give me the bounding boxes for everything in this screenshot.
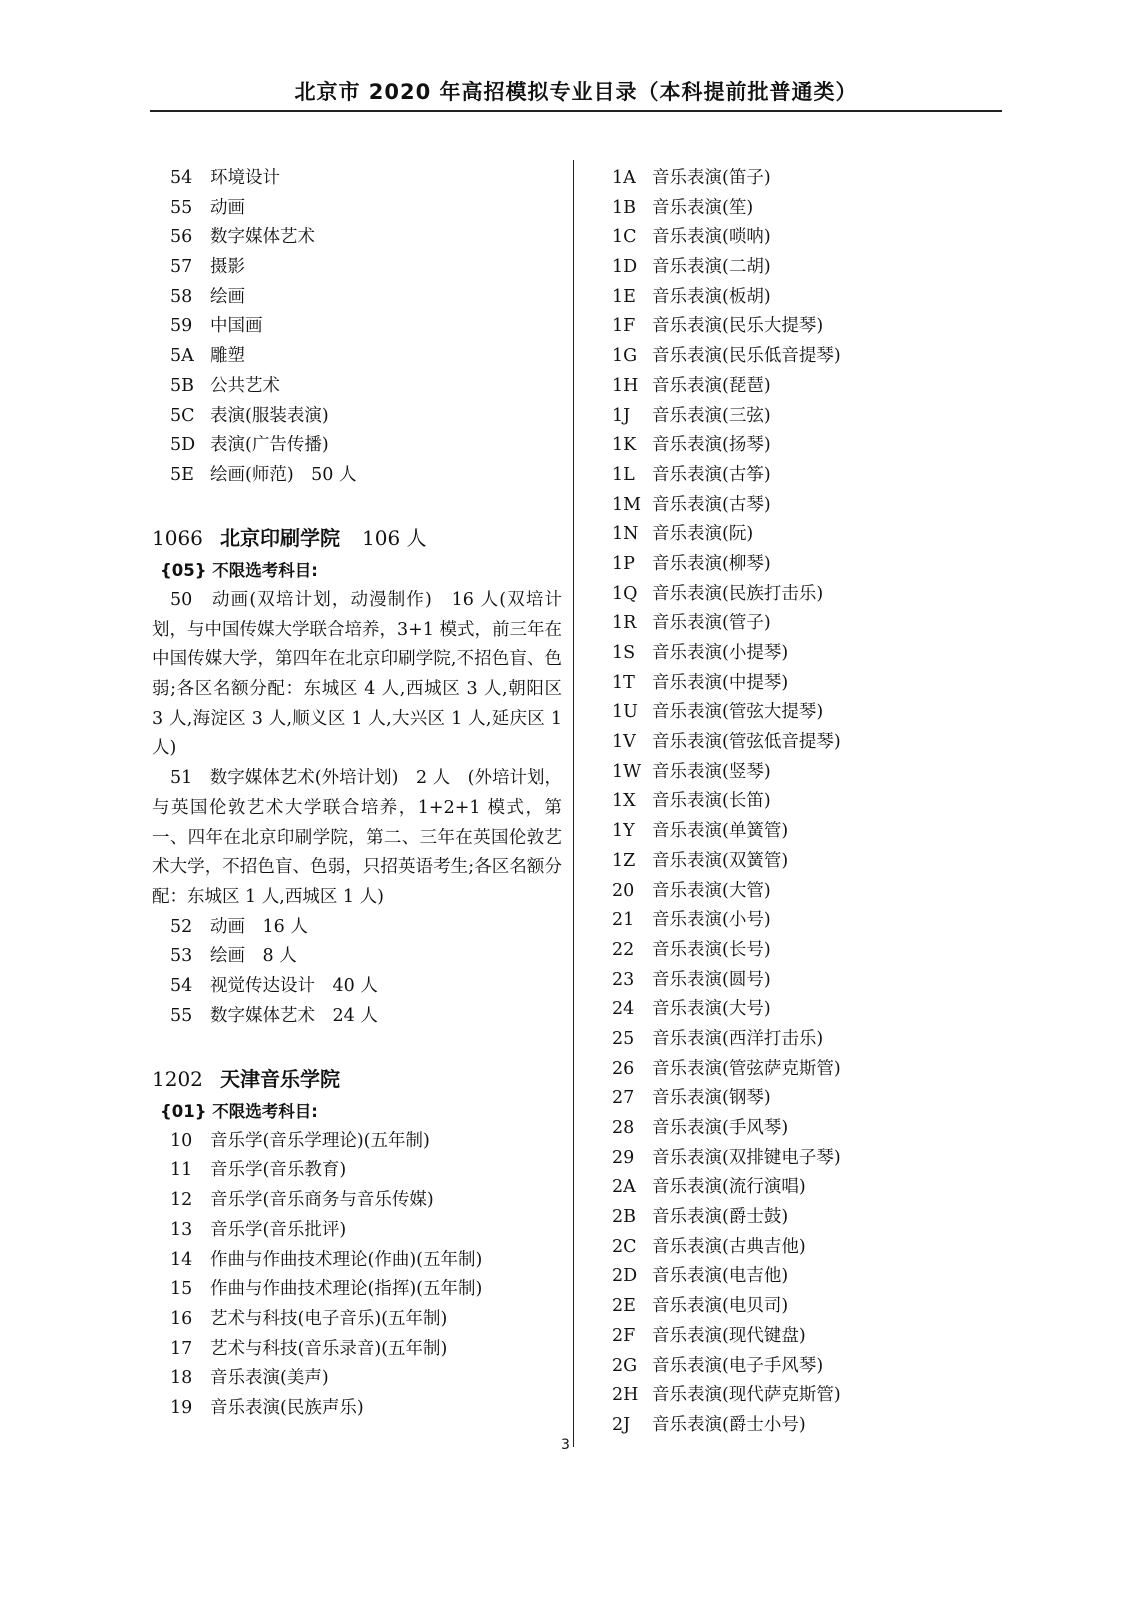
major-row xyxy=(612,1173,992,1203)
major-name: 音乐表演(小提琴) xyxy=(652,643,789,663)
major-row xyxy=(152,402,562,432)
major-list-right xyxy=(612,164,992,1441)
major-code: 16 xyxy=(170,1308,193,1329)
major-code: 1Z xyxy=(612,850,636,871)
major-code: 2A xyxy=(612,1177,636,1198)
major-name: 音乐表演(古典吉他) xyxy=(652,1236,806,1257)
institution-heading-1066 xyxy=(152,520,562,556)
major-name: 音乐表演(竖琴) xyxy=(652,761,771,782)
major-row xyxy=(612,787,992,817)
major-name: 作曲与作曲技术理论(作曲)(五年制) xyxy=(210,1249,483,1270)
major-name: 音乐表演(管弦大提琴) xyxy=(652,702,824,723)
major-code: 2E xyxy=(612,1296,636,1317)
major-row xyxy=(612,1144,992,1174)
major-row xyxy=(612,698,992,728)
major-row xyxy=(612,1292,992,1322)
major-row xyxy=(612,312,992,342)
major-name: 音乐表演(管子) xyxy=(652,613,771,634)
major-paragraph-50: 50 动画(双培计划，动漫制作) 16 人(双培计划，与中国传媒大学联合培养，3+1 模式，前三年在中国传媒大学，第四年在北京印刷学院,不招色盲、色弱;各区名额分配：东城区 4 人,西城区 3 人,朝阳区 3 人,海淀区 3 人,顺义区 1 人,大兴区 1 人,延庆区 1 人) xyxy=(152,589,562,759)
major-paragraph-51: 51 数字媒体艺术(外培计划) 2 人 (外培计划，与英国伦敦艺术大学联合培养，1+2+1 模式，第一、四年在北京印刷学院，第二、三年在英国伦敦艺术大学，不招色盲、色弱，只招英语考生;各区名额分配：东城区 1 人,西城区 1 人) xyxy=(152,768,562,907)
major-name: 音乐表演(美声) xyxy=(210,1368,329,1389)
major-name: 绘画 xyxy=(210,286,245,307)
major-code: 23 xyxy=(612,969,635,990)
major-list-3 xyxy=(152,1127,562,1424)
major-code: 27 xyxy=(612,1088,635,1109)
major-code: 2F xyxy=(612,1325,636,1346)
major-name: 环境设计 xyxy=(210,168,280,188)
major-name: 音乐表演(管弦萨克斯管) xyxy=(652,1058,841,1079)
major-name: 音乐表演(手风琴) xyxy=(652,1118,789,1138)
subject-group-label: {05} 不限选考科目: xyxy=(160,561,318,581)
major-code: 1F xyxy=(612,316,636,337)
major-code: 54 xyxy=(170,168,193,188)
major-code: 53 xyxy=(170,946,193,967)
major-row xyxy=(152,461,562,491)
major-code: 52 xyxy=(170,916,193,937)
major-code: 1R xyxy=(612,613,637,634)
institution-name: 天津音乐学院 xyxy=(220,1067,340,1092)
major-name: 音乐表演(柳琴) xyxy=(652,553,771,574)
major-name: 表演(服装表演) xyxy=(210,405,329,426)
major-row xyxy=(612,461,992,491)
major-row xyxy=(612,253,992,283)
major-row xyxy=(612,847,992,877)
major-row xyxy=(612,372,992,402)
institution-name: 北京印刷学院 xyxy=(220,526,340,551)
major-row xyxy=(612,1352,992,1382)
major-name: 音乐学(音乐批评) xyxy=(210,1219,347,1240)
subject-group-label: {01} 不限选考科目: xyxy=(160,1102,318,1122)
page-header-title: 北京市 2020 年高招模拟专业目录（本科提前批普通类） xyxy=(294,80,858,104)
major-name: 音乐表演(唢呐) xyxy=(652,227,771,248)
major-row xyxy=(612,283,992,313)
major-name: 音乐表演(笛子) xyxy=(652,168,771,188)
major-row xyxy=(612,966,992,996)
major-name: 音乐表演(现代键盘) xyxy=(652,1325,806,1346)
major-row xyxy=(152,1127,562,1157)
major-name: 音乐表演(电贝司) xyxy=(652,1296,789,1317)
major-name: 音乐表演(古琴) xyxy=(652,494,771,515)
major-name: 音乐表演(双簧管) xyxy=(652,850,789,871)
major-name: 音乐表演(民族打击乐) xyxy=(652,583,824,604)
major-row xyxy=(612,1262,992,1292)
institution-heading-1202 xyxy=(152,1061,562,1097)
major-code: 24 xyxy=(612,999,635,1020)
major-name: 音乐表演(琵琶) xyxy=(652,375,771,396)
major-name: 音乐表演(古筝) xyxy=(652,464,771,485)
major-row xyxy=(152,913,562,943)
major-row xyxy=(152,1216,562,1246)
major-row xyxy=(612,758,992,788)
major-name: 音乐表演(长号) xyxy=(652,939,771,960)
major-name: 音乐表演(单簧管) xyxy=(652,821,789,842)
major-code: 1P xyxy=(612,553,635,574)
major-name: 绘画(师范) 50 人 xyxy=(210,464,357,485)
major-code: 1L xyxy=(612,464,635,485)
header-rule xyxy=(150,110,1002,112)
major-name: 艺术与科技(电子音乐)(五年制) xyxy=(210,1308,448,1329)
major-row xyxy=(612,1025,992,1055)
major-row xyxy=(612,1114,992,1144)
major-row xyxy=(612,1055,992,1085)
major-code: 2D xyxy=(612,1266,638,1287)
major-code: 21 xyxy=(612,910,635,931)
right-column xyxy=(612,164,992,1441)
major-code: 14 xyxy=(170,1249,193,1270)
major-code: 5A xyxy=(170,346,194,367)
major-name: 音乐表演(大号) xyxy=(652,999,771,1020)
major-code: 25 xyxy=(612,1028,635,1049)
major-code: 2C xyxy=(612,1236,637,1257)
major-code: 56 xyxy=(170,227,193,248)
major-row xyxy=(152,1186,562,1216)
major-name: 音乐表演(长笛) xyxy=(652,791,771,812)
major-name: 音乐表演(三弦) xyxy=(652,405,771,426)
major-code: 13 xyxy=(170,1219,193,1240)
major-name: 音乐表演(笙) xyxy=(652,197,754,218)
major-name: 数字媒体艺术 24 人 xyxy=(210,1005,378,1026)
major-row xyxy=(612,906,992,936)
major-code: 26 xyxy=(612,1058,635,1079)
major-code: 20 xyxy=(612,880,635,901)
major-name: 音乐表演(钢琴) xyxy=(652,1088,771,1109)
major-name: 音乐表演(民乐低音提琴) xyxy=(652,346,841,367)
major-row xyxy=(152,1305,562,1335)
major-code: 2B xyxy=(612,1207,636,1228)
major-code: 1Q xyxy=(612,583,638,604)
major-row xyxy=(612,223,992,253)
major-name: 作曲与作曲技术理论(指挥)(五年制) xyxy=(210,1279,483,1300)
major-row xyxy=(152,1156,562,1186)
major-name: 中国画 xyxy=(210,316,263,337)
major-row xyxy=(612,728,992,758)
major-row xyxy=(612,1322,992,1352)
major-row xyxy=(152,164,562,194)
major-row xyxy=(152,194,562,224)
column-divider xyxy=(573,160,574,1447)
major-code: 1M xyxy=(612,494,642,515)
major-name: 音乐表演(板胡) xyxy=(652,286,771,307)
spacer xyxy=(152,1031,562,1061)
major-list-2 xyxy=(152,913,562,1032)
major-row xyxy=(612,669,992,699)
major-code: 2H xyxy=(612,1385,639,1406)
major-name: 动画 16 人 xyxy=(210,916,308,937)
major-name: 音乐表演(民乐大提琴) xyxy=(652,316,824,337)
major-name: 音乐表演(现代萨克斯管) xyxy=(652,1385,841,1406)
major-name: 音乐学(音乐商务与音乐传媒) xyxy=(210,1190,434,1211)
major-code: 58 xyxy=(170,286,193,307)
major-name: 音乐表演(电吉他) xyxy=(652,1266,789,1287)
major-name: 音乐表演(中提琴) xyxy=(652,672,789,693)
major-code: 1V xyxy=(612,732,636,753)
major-code: 22 xyxy=(612,939,635,960)
major-row xyxy=(612,402,992,432)
major-code: 11 xyxy=(170,1160,193,1181)
major-row xyxy=(612,194,992,224)
major-row xyxy=(152,1246,562,1276)
major-code: 59 xyxy=(170,316,193,337)
major-row xyxy=(612,817,992,847)
major-code: 1T xyxy=(612,672,635,693)
spacer xyxy=(152,491,562,521)
major-row xyxy=(152,223,562,253)
major-row xyxy=(612,995,992,1025)
major-row xyxy=(152,312,562,342)
major-name: 音乐表演(扬琴) xyxy=(652,435,771,456)
major-name: 音乐表演(流行演唱) xyxy=(652,1177,806,1198)
major-row xyxy=(612,342,992,372)
left-column xyxy=(152,164,562,1424)
major-row xyxy=(612,639,992,669)
major-name: 音乐表演(大管) xyxy=(652,880,771,901)
major-row xyxy=(612,1233,992,1263)
major-code: 17 xyxy=(170,1338,193,1359)
major-code: 1C xyxy=(612,227,637,248)
institution-count: 106 人 xyxy=(362,526,427,551)
major-name: 艺术与科技(音乐录音)(五年制) xyxy=(210,1338,448,1359)
major-code: 1H xyxy=(612,375,639,396)
major-name: 雕塑 xyxy=(210,346,245,367)
major-code: 28 xyxy=(612,1118,635,1138)
major-code: 1B xyxy=(612,197,636,218)
major-row xyxy=(152,972,562,1002)
major-row xyxy=(152,372,562,402)
major-code: 5D xyxy=(170,435,196,456)
institution-code: 1202 xyxy=(152,1067,203,1092)
major-row xyxy=(612,609,992,639)
major-row xyxy=(152,253,562,283)
major-row xyxy=(152,1275,562,1305)
major-name: 音乐表演(民族声乐) xyxy=(210,1397,364,1418)
major-name: 表演(广告传播) xyxy=(210,435,329,456)
major-code: 2G xyxy=(612,1355,638,1376)
major-row xyxy=(612,164,992,194)
major-name: 音乐表演(圆号) xyxy=(652,969,771,990)
major-code: 29 xyxy=(612,1147,635,1168)
major-row xyxy=(152,431,562,461)
major-code: 1J xyxy=(612,405,631,426)
institution-code: 1066 xyxy=(152,526,203,551)
major-code: 15 xyxy=(170,1279,193,1300)
major-code: 12 xyxy=(170,1190,193,1211)
major-row xyxy=(612,550,992,580)
major-row xyxy=(612,1381,992,1411)
major-code: 1N xyxy=(612,524,639,545)
major-code: 1G xyxy=(612,346,638,367)
major-code: 55 xyxy=(170,197,193,218)
major-code: 1E xyxy=(612,286,636,307)
major-name: 公共艺术 xyxy=(210,375,280,396)
major-row xyxy=(152,283,562,313)
major-row xyxy=(152,1335,562,1365)
major-name: 音乐表演(电子手风琴) xyxy=(652,1355,824,1376)
major-code: 5C xyxy=(170,405,195,426)
major-row xyxy=(612,1084,992,1114)
major-name: 音乐表演(爵士鼓) xyxy=(652,1207,789,1228)
major-list-1 xyxy=(152,164,562,491)
major-code: 1Y xyxy=(612,821,635,842)
major-name: 视觉传达设计 40 人 xyxy=(210,976,378,997)
major-row xyxy=(152,1394,562,1424)
major-code: 1D xyxy=(612,257,638,278)
major-name: 音乐学(音乐学理论)(五年制) xyxy=(210,1130,430,1151)
major-name: 音乐表演(双排键电子琴) xyxy=(652,1147,841,1168)
major-code: 10 xyxy=(170,1130,193,1151)
major-row xyxy=(612,1203,992,1233)
major-name: 音乐表演(阮) xyxy=(652,524,754,545)
major-name: 音乐表演(爵士小号) xyxy=(652,1414,806,1435)
major-row xyxy=(612,491,992,521)
major-code: 1U xyxy=(612,702,638,723)
major-row xyxy=(152,1364,562,1394)
major-code: 1K xyxy=(612,435,637,456)
major-code: 54 xyxy=(170,976,193,997)
major-row xyxy=(612,936,992,966)
major-name: 音乐学(音乐教育) xyxy=(210,1160,347,1181)
major-code: 1A xyxy=(612,168,636,188)
major-row xyxy=(612,877,992,907)
major-name: 音乐表演(管弦低音提琴) xyxy=(652,732,841,753)
major-code: 57 xyxy=(170,257,193,278)
major-name: 音乐表演(小号) xyxy=(652,910,771,931)
major-row xyxy=(612,580,992,610)
major-name: 数字媒体艺术 xyxy=(210,227,315,248)
major-code: 55 xyxy=(170,1005,193,1026)
major-code: 1S xyxy=(612,643,636,663)
major-code: 18 xyxy=(170,1368,193,1389)
major-row xyxy=(152,1002,562,1032)
page-number: 3 xyxy=(561,1437,570,1453)
major-code: 1X xyxy=(612,791,636,812)
major-code: 2J xyxy=(612,1414,631,1435)
major-code: 1W xyxy=(612,761,642,782)
major-code: 5E xyxy=(170,464,194,485)
major-name: 绘画 8 人 xyxy=(210,946,297,967)
major-code: 5B xyxy=(170,375,194,396)
major-row xyxy=(152,942,562,972)
major-row xyxy=(152,342,562,372)
major-row xyxy=(612,431,992,461)
major-row xyxy=(612,520,992,550)
major-name: 摄影 xyxy=(210,257,245,278)
major-name: 音乐表演(西洋打击乐) xyxy=(652,1028,824,1049)
major-code: 19 xyxy=(170,1397,193,1418)
major-name: 动画 xyxy=(210,197,245,218)
major-name: 音乐表演(二胡) xyxy=(652,257,771,278)
